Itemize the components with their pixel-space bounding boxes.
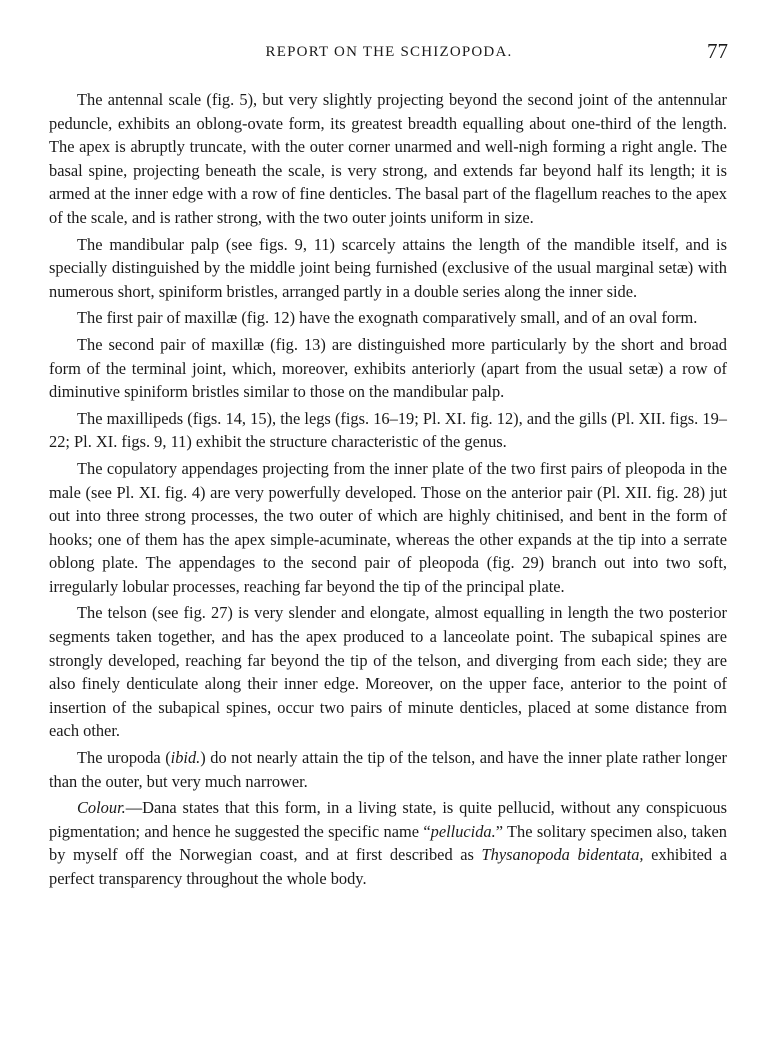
colour-heading: Colour. [77, 798, 126, 818]
specific-name: pellucida. [430, 821, 496, 841]
body-text [49, 88, 727, 894]
colour-text-1: Dana states that this form, in a living state, is quite pellucid, without any conspicuous pigmentation; and hence he suggested the specific name “ [49, 798, 727, 841]
genus-species-name: Thysanopoda bidentata, [481, 845, 644, 865]
paragraph-colour [49, 796, 727, 890]
paragraph-copulatory-appendages: The copulatory appendages projecting from the inner plate of the two first pairs of pleopoda in the male (see Pl. XI. fig. 4) are very powerfully developed. Those on the anterior pair (Pl. XII. fig. 28) jut out into three strong processes, the two outer of which are highly chitinised, and bent in the form of hooks; one of them has the apex simple-acuminate, whereas the other expands at the tip into a serrate oblong plate. The appendages to the second pair of pleopoda (fig. 29) branch out into two soft, irregularly lobular processes, reaching far beyond the tip of the principal plate. [49, 458, 727, 596]
paragraph-telson: The telson (see fig. 27) is very slender and elongate, almost equalling in length the two posterior segments taken together, and has the apex produced to a lanceolate point. The subapical spines are strongly developed, reaching far beyond the tip of the telson, and diverging from each side; they are also finely denticulate along their inner edge. Moreover, on the upper face, anterior to the point of insertion of the subapical spines, occur two pairs of minute denticles, placed at some distance from each other. [49, 603, 727, 741]
paragraph-second-maxillae: The second pair of maxillæ (fig. 13) are distinguished more particularly by the short and broad form of the terminal joint, which, moreover, exhibits anteriorly (apart from the usual setæ) a row of diminutive spiniform bristles similar to those on the mandibular palp. [49, 334, 727, 402]
ibid-reference: ibid. [170, 748, 201, 768]
page-header [50, 40, 728, 70]
paragraph-antennal-scale: The antennal scale (fig. 5), but very slightly projecting beyond the second joint of the antennular peduncle, exhibits an oblong-ovate form, its greatest breadth equalling about one-third of the length. The apex is abruptly truncate, with the outer corner unarmed and well-nigh forming a right angle. The basal spine, projecting beneath the scale, is very strong, and extends far beyond half its length; it is armed at the inner edge with a row of fine denticles. The basal part of the flagellum reaches to the apex of the scale, and is rather strong, with the two outer joints uniform in size. [49, 90, 727, 227]
colour-dash: — [125, 798, 143, 818]
page-number: 77 [707, 39, 728, 63]
paragraph-maxillipeds: The maxillipeds (figs. 14, 15), the legs (figs. 16–19; Pl. XI. fig. 12), and the gills (Pl. XII. figs. 19–22; Pl. XI. figs. 9, 11) exhibit the structure characteristic of the genus. [49, 408, 727, 452]
paragraph-mandibular-palp: The mandibular palp (see figs. 9, 11) scarcely attains the length of the mandible itself, and is specially distinguished by the middle joint being furnished (exclusive of the usual marginal setæ) with numerous short, spiniform bristles, arranged partly in a double series along the inner side. [49, 234, 727, 301]
paragraph-first-maxillae: The first pair of maxillæ (fig. 12) have the exognath comparatively small, and of an oval form. [77, 308, 698, 328]
running-title: REPORT ON THE SCHIZOPODA. [265, 44, 513, 60]
paragraph-uropoda: The uropoda (ibid.) do not nearly attain the tip of the telson, and have the inner plate rather longer than the outer, but very much narrower. [49, 748, 727, 791]
colour-text-2: ” The solitary specimen also, taken by myself off the Norwegian coast, and at first described as [49, 821, 727, 865]
colour-text-3: exhibited a perfect transparency throughout the whole body. [49, 845, 727, 888]
